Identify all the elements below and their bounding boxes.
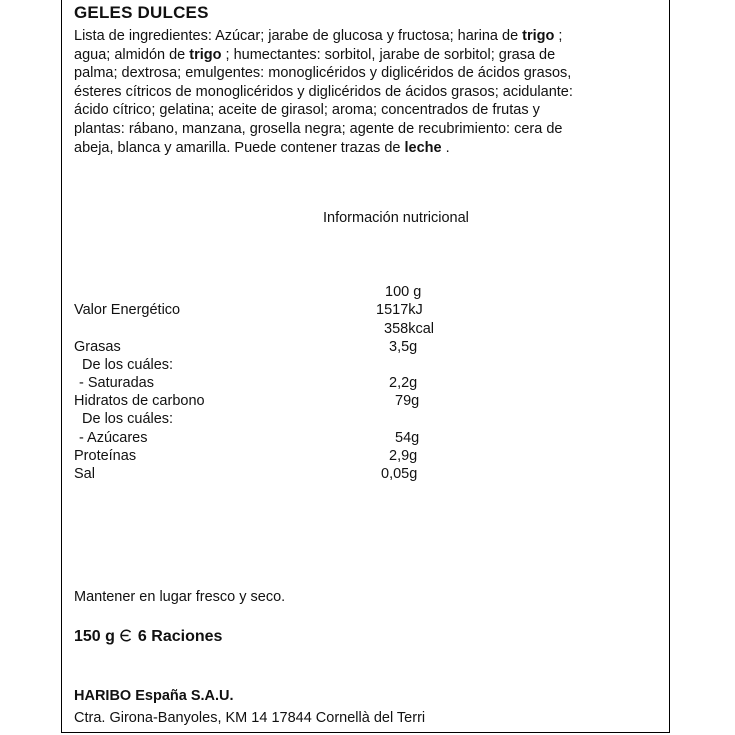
carbs-label: Hidratos de carbono — [74, 393, 205, 409]
energy-kj-value: 1517kJ — [376, 302, 423, 318]
nutrition-column-header: 100 g — [385, 284, 422, 300]
ingredients-line-2: agua; almidón de trigo ; humectantes: sorbitol, jarabe de sorbitol; grasa de — [74, 46, 556, 63]
protein-label: Proteínas — [74, 448, 137, 464]
fat-value: 3,5g — [389, 339, 418, 355]
ingredients-list — [74, 27, 664, 157]
ingredients-line-6: plantas: rábano, manzana, grosella negra; agente de recubrimiento: cera de — [74, 120, 563, 137]
allergen-wheat: trigo — [522, 28, 555, 44]
fat-of-which-label: De los cuáles: — [82, 357, 174, 373]
ingredients-line-3: palma; dextrosa; emulgentes: monoglicéridos y diglicéridos de ácidos grasos, — [74, 65, 572, 82]
estimated-sign-e-icon — [118, 628, 133, 643]
net-weight: 150 g — [74, 628, 115, 645]
salt-label: Sal — [74, 466, 95, 482]
saturated-value: 2,2g — [389, 375, 418, 391]
net-quantity-row — [74, 628, 222, 646]
sugars-label: - Azúcares — [79, 430, 148, 446]
energy-label: Valor Energético — [74, 302, 181, 318]
nutrition-heading: Información nutricional — [323, 210, 469, 226]
allergen-wheat: trigo — [189, 46, 222, 63]
protein-value: 2,9g — [389, 448, 418, 464]
carbs-value: 79g — [395, 393, 420, 409]
fat-label: Grasas — [74, 339, 121, 355]
portions-count: 6 Raciones — [137, 628, 223, 645]
ingredients-line-5: ácido cítrico; gelatina; aceite de girasol; aroma; concentrados de frutas y — [74, 102, 540, 119]
storage-instructions: Mantener en lugar fresco y seco. — [74, 589, 286, 605]
ingredients-line-7: abeja, blanca y amarilla. Puede contener trazas de leche . — [74, 139, 450, 156]
company-address: Ctra. Girona-Banyoles, KM 14 17844 Cornellà del Terri — [74, 710, 426, 726]
sugars-value: 54g — [395, 430, 420, 446]
product-title: GELES DULCES — [74, 3, 209, 22]
company-name: HARIBO España S.A.U. — [74, 688, 234, 704]
salt-value: 0,05g — [381, 466, 418, 482]
energy-kcal-value: 358kcal — [384, 321, 434, 337]
saturated-label: - Saturadas — [79, 375, 154, 391]
ingredients-line-4: ésteres cítricos de monoglicéridos y diglicéridos de ácidos grasos; acidulante: — [74, 83, 573, 100]
carbs-of-which-label: De los cuáles: — [82, 411, 174, 427]
allergen-milk: leche — [404, 139, 442, 156]
ingredients-line-1: Lista de ingredientes: Azúcar; jarabe de glucosa y fructosa; harina de trigo ; — [74, 28, 563, 44]
